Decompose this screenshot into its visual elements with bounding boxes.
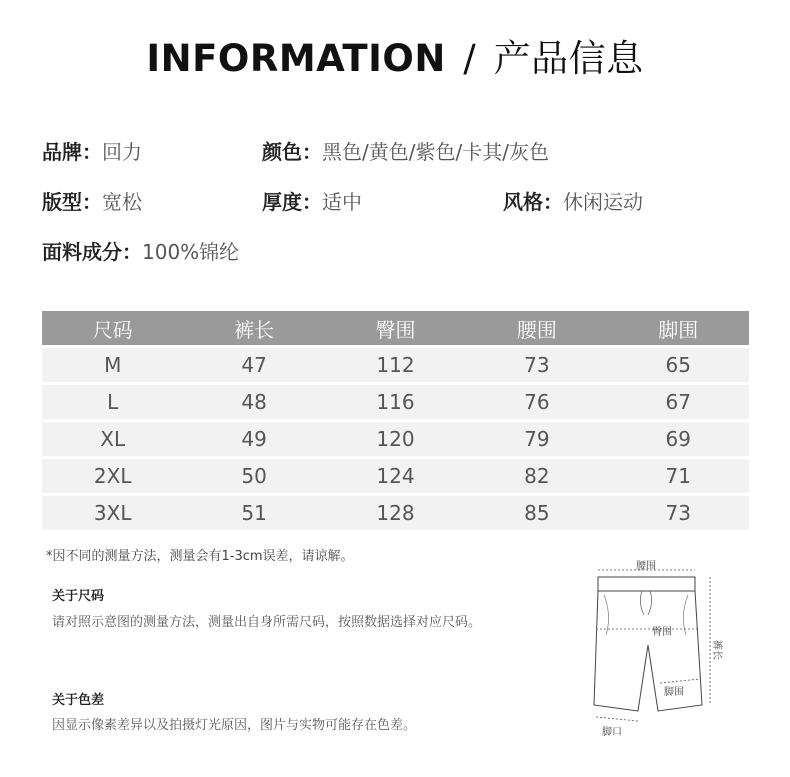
attr-color-value: 黑色/黄色/紫色/卡其/灰色 — [322, 140, 549, 164]
waistband — [598, 577, 695, 591]
cell-length: 47 — [183, 347, 324, 384]
cell-leg-opening: 69 — [608, 421, 749, 458]
attr-style-value: 休闲运动 — [563, 190, 643, 214]
cell-leg-opening: 67 — [608, 384, 749, 421]
cell-waist: 79 — [466, 421, 607, 458]
size-table — [42, 311, 749, 530]
cell-leg-opening: 65 — [608, 347, 749, 384]
cell-hip: 128 — [325, 495, 466, 531]
title-separator: / — [463, 37, 477, 80]
cell-size: 2XL — [42, 458, 183, 495]
shorts-diagram — [560, 555, 750, 755]
attr-fit — [42, 186, 142, 215]
cell-hip: 116 — [325, 384, 466, 421]
size-table-header — [42, 311, 749, 347]
cell-hip: 120 — [325, 421, 466, 458]
table-row — [42, 384, 749, 421]
attr-fit-key: 版型： — [42, 190, 102, 214]
leg-opening-label: 脚围 — [664, 687, 684, 698]
hem-measure-line — [596, 717, 638, 721]
cell-hip: 124 — [325, 458, 466, 495]
header-hip: 臀围 — [325, 311, 466, 347]
attr-fabric-value: 100%锦纶 — [142, 240, 240, 264]
cell-leg-opening: 73 — [608, 495, 749, 531]
cell-length: 49 — [183, 421, 324, 458]
header-length: 裤长 — [183, 311, 324, 347]
title-cn: 产品信息 — [493, 37, 644, 80]
about-size-heading: 关于尺码 — [52, 589, 105, 604]
cell-size: M — [42, 347, 183, 384]
attr-style — [503, 186, 643, 215]
table-row — [42, 347, 749, 384]
attr-thickness-value: 适中 — [322, 190, 362, 214]
cell-leg-opening: 71 — [608, 458, 749, 495]
waist-label: 腰围 — [636, 561, 656, 572]
cell-length: 51 — [183, 495, 324, 531]
attr-fit-value: 宽松 — [102, 190, 142, 214]
attr-style-key: 风格： — [503, 190, 563, 214]
cell-length: 50 — [183, 458, 324, 495]
cell-hip: 112 — [325, 347, 466, 384]
attr-color — [262, 136, 549, 165]
header-leg-opening: 脚围 — [608, 311, 749, 347]
hip-label: 臀围 — [652, 627, 672, 638]
measurement-note: *因不同的测量方法，测量会有1-3cm误差，请谅解。 — [46, 549, 354, 564]
hem-label: 脚口 — [602, 727, 622, 738]
cell-waist: 76 — [466, 384, 607, 421]
attr-fabric-key: 面料成分： — [42, 240, 142, 264]
attr-brand-key: 品牌： — [42, 140, 102, 164]
table-row — [42, 421, 749, 458]
cell-waist: 85 — [466, 495, 607, 531]
about-color-heading: 关于色差 — [52, 693, 105, 708]
attr-brand-value: 回力 — [102, 140, 142, 164]
cell-size: XL — [42, 421, 183, 458]
attr-brand — [42, 136, 142, 165]
title-en: INFORMATION — [146, 37, 446, 80]
cell-waist: 82 — [466, 458, 607, 495]
table-row — [42, 458, 749, 495]
header-size: 尺码 — [42, 311, 183, 347]
header-waist: 腰围 — [466, 311, 607, 347]
cell-size: L — [42, 384, 183, 421]
cell-size: 3XL — [42, 495, 183, 531]
attr-fabric — [42, 236, 239, 265]
shorts-outline — [594, 591, 702, 711]
attr-color-key: 颜色： — [262, 140, 322, 164]
drawstring — [640, 591, 651, 615]
about-color-text: 因显示像素差异以及拍摄灯光原因，图片与实物可能存在色差。 — [52, 718, 417, 733]
length-label: 裤长 — [711, 640, 722, 660]
page-title — [0, 28, 790, 82]
leg-opening-measure-line — [660, 679, 700, 683]
about-size-text: 请对照示意图的测量方法，测量出自身所需尺码，按照数据选择对应尺码。 — [52, 615, 482, 630]
measurement-diagram — [560, 555, 750, 755]
cell-waist: 73 — [466, 347, 607, 384]
cell-length: 48 — [183, 384, 324, 421]
attr-thickness-key: 厚度： — [262, 190, 322, 214]
attr-thickness — [262, 186, 362, 215]
table-row — [42, 495, 749, 531]
